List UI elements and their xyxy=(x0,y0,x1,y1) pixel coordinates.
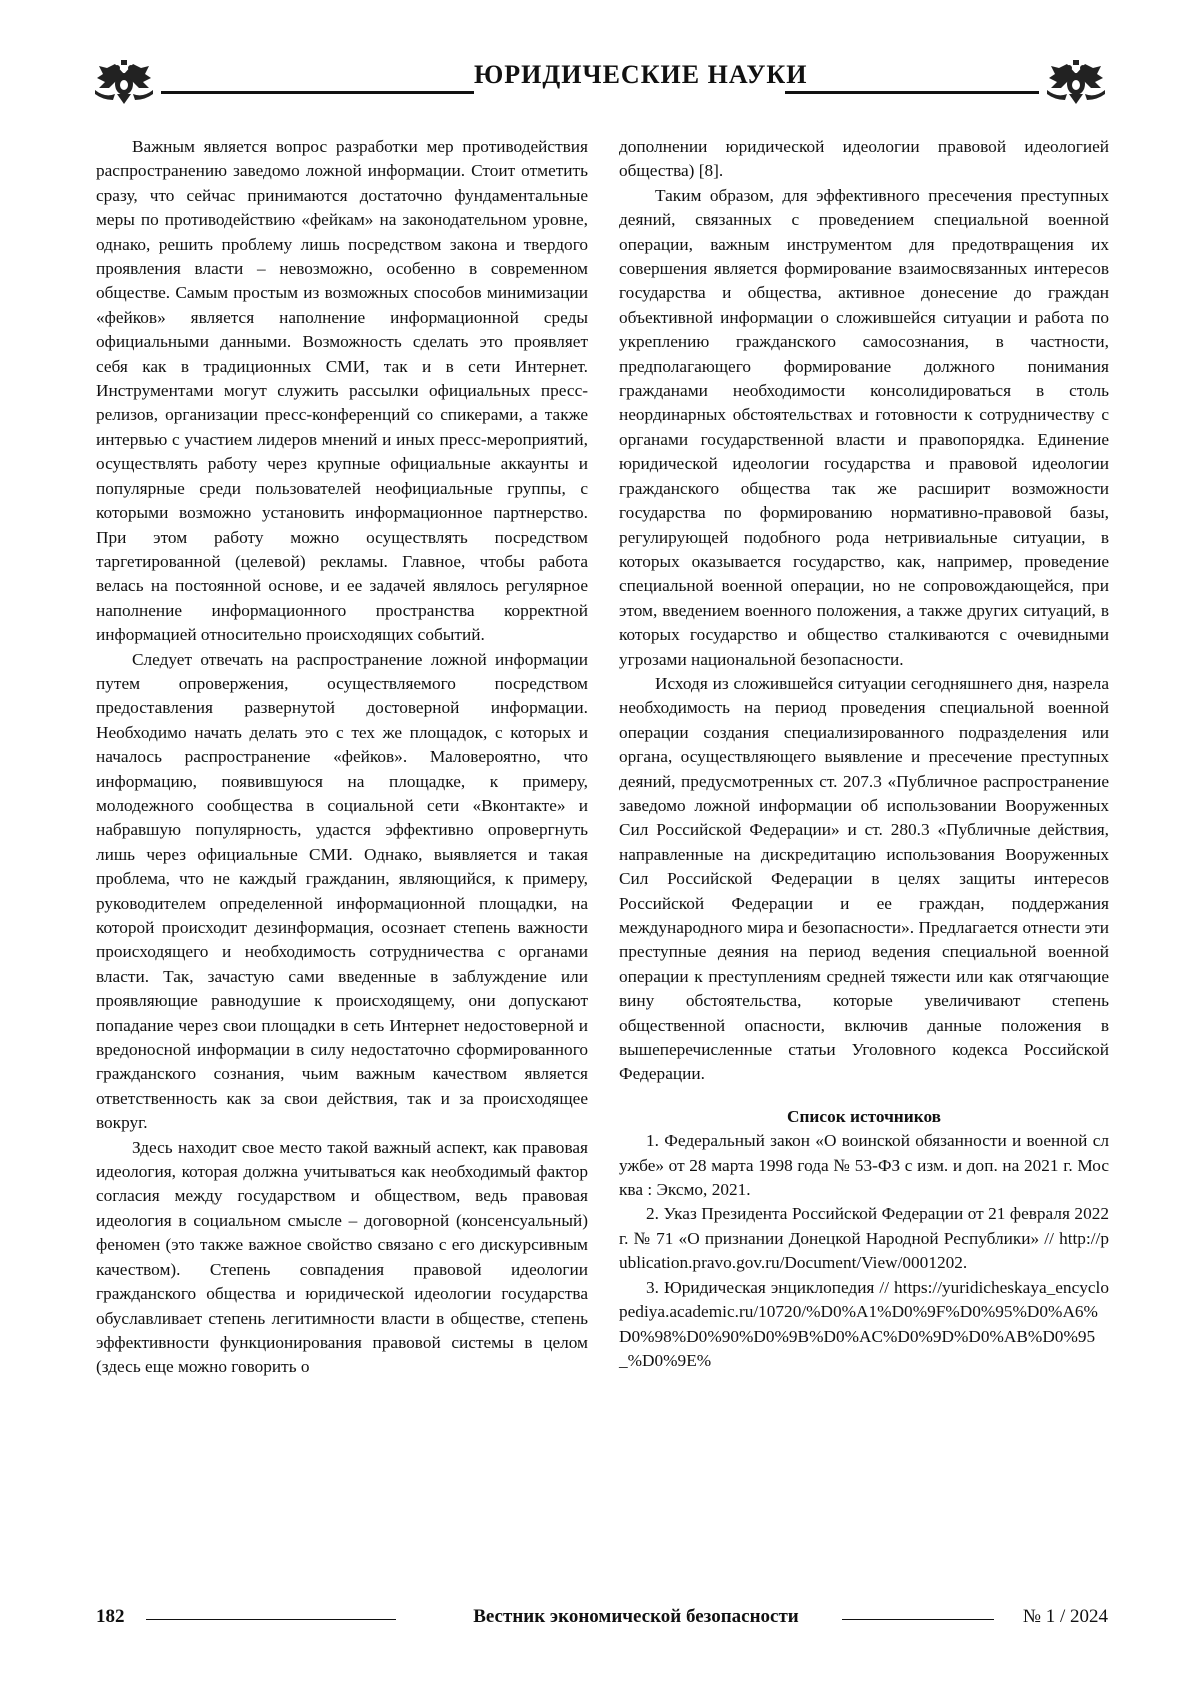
body-paragraph: Важным является вопрос разработки мер противодействия распространению заведомо ложной информации. Стоит отметить сразу, что сейчас принимаются достаточно фундаментальные меры по противодействию «фейкам» на законодательном уровне, однако, решить проблему лишь посредством закона и твердого проявления власти – невозможно, особенно в современном обществе. Самым простым из возможных способов минимизации «фейков» является наполнение информационной среды официальными данными. Возможность сделать это проявляет себя как в традиционных СМИ, так и в сети Интернет. Инструментами могут служить рассылки официальных пресс-релизов, организации пресс-конференций со спикерами, а также интервью с участием лидеров мнений и иных пресс-мероприятий, осуществлять работу через крупные официальные аккаунты и популярные среди пользователей неофициальные группы, с которыми возможно установить информационное партнерство. При этом работу можно осуществлять посредством таргетированной (целевой) рекламы. Главное, чтобы работа велась на постоянной основе, и ее задачей являлось регулярное наполнение информационного пространства корректной информацией относительно происходящих событий. xyxy=(96,137,588,645)
issue-number: № 1 / 2024 xyxy=(1022,1606,1108,1627)
page-footer xyxy=(96,1606,1108,1636)
references-heading: Список источников xyxy=(787,1106,941,1126)
reference-item: 2. Указ Президента Российской Федерации от 21 февраля 2022 г. № 71 «О признании Донецкой Народной Республики» // http://publication.pravo.gov.ru/Document/View/0001202. xyxy=(619,1204,1109,1273)
page-header xyxy=(95,58,1105,108)
header-rule-left xyxy=(161,91,474,94)
double-headed-eagle-icon xyxy=(1047,60,1105,104)
paragraph-continuation: дополнении юридической идеологии правовой идеологией общества) [8]. xyxy=(619,137,1109,181)
left-column xyxy=(96,135,588,1380)
footer-rule-right xyxy=(842,1619,994,1620)
body-paragraph: Таким образом, для эффективного пресечения преступных деяний, связанных с проведением специальной военной операции, важным инструментом для предотвращения их совершения является формирование взаимосвязанных интересов государства и общества, активное донесение до граждан объективной информации о сложившейся ситуации и работа по укреплению гражданского самосознания, в частности, предполагающего формирование должного понимания гражданами необходимости консолидироваться в столь неординарных обстоятельствах и готовности к сотрудничеству с органами государственной власти и правопорядка. Единение юридической идеологии государства и правовой идеологии гражданского общества так же расширит возможности государства по формированию нормативно-правовой базы, регулирующей подобного рода нетривиальные ситуации, в которых оказывается государство, как, например, проведение специальной военной операции, но не сопровождающейся, при этом, введением военного положения, а также других ситуаций, в которых государство и общество сталкиваются с очевидными угрозами национальной безопасности. xyxy=(619,185,1109,669)
body-paragraph: Следует отвечать на распространение ложной информации путем опровержения, осуществляемого посредством предоставления развернутой достоверной информации. Необходимо начать делать это с тех же площадок, с которых и началось распространение «фейков». Маловероятно, что информацию, появившуюся на площадке, к примеру, молодежного сообщества в социальной сети «Вконтакте» и набравшую популярность, удастся эффективно опровергнуть лишь через официальные СМИ. Однако, выявляется и такая проблема, что не каждый гражданин, являющийся, к примеру, руководителем определенной информационной площадки, на которой происходит дезинформация, осознает степень важности происходящего и необходимость сотрудничества с органами власти. Так, зачастую сами введенные в заблуждение или проявляющие равнодушие к происходящему, они допускают попадание через свои площадки в сеть Интернет недостоверной и вредоносной информации в силу недостаточно сформированного гражданского сознания, чьим важным качеством является ответственность как за свои действия, так и за происходящее вокруг. xyxy=(96,649,588,1133)
section-title: ЮРИДИЧЕСКИЕ НАУКИ xyxy=(474,60,808,89)
reference-item: 1. Федеральный закон «О воинской обязанности и военной службе» от 28 марта 1998 года № 53-ФЗ с изм. и доп. на 2021 г. Москва : Эксмо, 2021. xyxy=(619,1131,1109,1200)
double-headed-eagle-icon xyxy=(95,60,153,104)
footer-rule-left xyxy=(146,1619,396,1620)
body-paragraph: Здесь находит свое место такой важный аспект, как правовая идеология, которая должна учитываться как необходимый фактор согласия между государством и обществом, ведь правовая идеология в социальном смысле – договорной (консенсуальный) феномен (это также важное свойство связано с его дискурсивным качеством). Степень совпадения правовой идеологии гражданского общества и юридической идеологии государства обуславливает степень легитимности власти в обществе, степень эффективности функционирования правовой системы в целом (здесь еще можно говорить о xyxy=(96,1137,588,1377)
header-rule-right xyxy=(785,91,1039,94)
body-paragraph: Исходя из сложившейся ситуации сегодняшнего дня, назрела необходимость на период проведения специальной военной операции создания специализированного подразделения или органа, осуществляющего выявление и пресечение преступных деяний, предусмотренных ст. 207.3 «Публичное распространение заведомо ложной информации об использовании Вооруженных Сил Российской Федерации» и ст. 280.3 «Публичные действия, направленные на дискредитацию использования Вооруженных Сил Российской Федерации в целях защиты интересов Российской Федерации и ее граждан, поддержания международного мира и безопасности». Предлагается отнести эти преступные деяния на период ведения специальной военной операции к преступлениям средней тяжести или как отягчающие вину обстоятельства, которые увеличивают степень общественной опасности, включив данные положения в вышеперечисленные статьи Уголовного кодекса Российской Федерации. xyxy=(619,673,1109,1084)
right-column xyxy=(619,135,1109,1373)
page-number: 182 xyxy=(96,1606,125,1627)
reference-item: 3. Юридическая энциклопедия // https://yuridicheskaya_encyclopediya.academic.ru/10720/%D0%A1%D0%9F%D0%95%D0%A6%D0%98%D0%90%D0%9B%D0%AC%D0%9D%D0%AB%D0%95_%D0%9E% xyxy=(619,1277,1109,1370)
journal-name: Вестник экономической безопасности xyxy=(473,1606,799,1627)
